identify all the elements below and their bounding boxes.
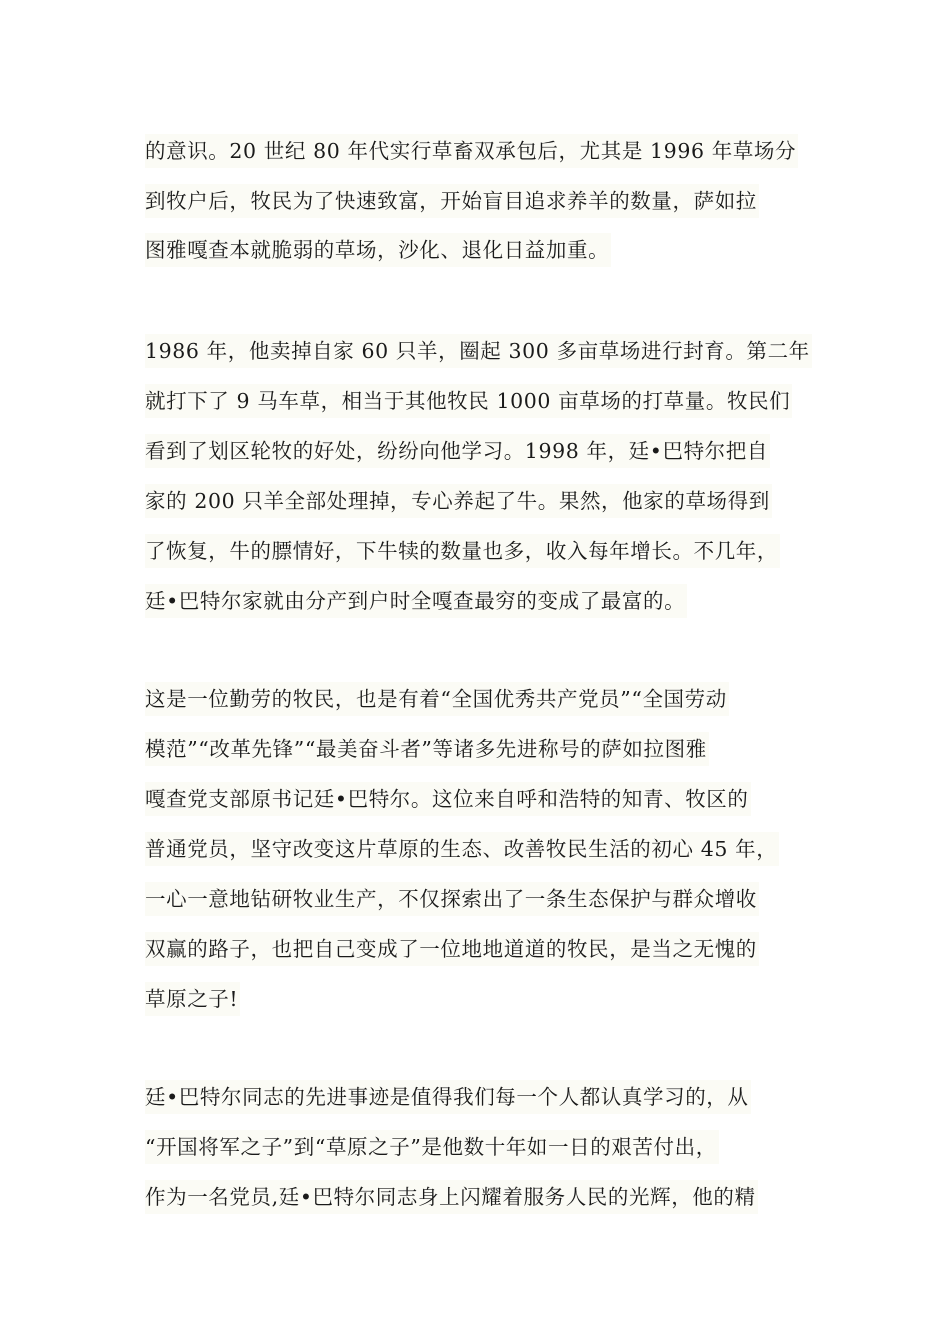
text-line: 图雅嘎查本就脆弱的草场，沙化、退化日益加重。 [145, 233, 611, 267]
text-line: 草原之子! [145, 982, 240, 1016]
text-line: 作为一名党员,廷•巴特尔同志身上闪耀着服务人民的光辉，他的精 [145, 1180, 758, 1214]
text-line: 家的 200 只羊全部处理掉，专心养起了牛。果然，他家的草场得到 [145, 484, 772, 518]
text-line: 双赢的路子，也把自己变成了一位地地道道的牧民，是当之无愧的 [145, 932, 759, 966]
text-line: 到牧户后，牧民为了快速致富，开始盲目追求养羊的数量，萨如拉 [145, 184, 759, 218]
text-line: 1986 年，他卖掉自家 60 只羊，圈起 300 多亩草场进行封育。第二年 [145, 334, 812, 368]
text-line: 模范”“改革先锋”“最美奋斗者”等诸多先进称号的萨如拉图雅 [145, 732, 709, 766]
text-line: 看到了划区轮牧的好处，纷纷向他学习。1998 年，廷•巴特尔把自 [145, 434, 770, 468]
text-line: 了恢复，牛的膘情好，下牛犊的数量也多，收入每年增长。不几年， [145, 534, 780, 568]
text-line: 廷•巴特尔同志的先进事迹是值得我们每一个人都认真学习的，从 [145, 1080, 751, 1114]
text-line: 普通党员，坚守改变这片草原的生态、改善牧民生活的初心 45 年， [145, 832, 779, 866]
text-line: 一心一意地钻研牧业生产，不仅探索出了一条生态保护与群众增收 [145, 882, 759, 916]
text-line: 就打下了 9 马车草，相当于其他牧民 1000 亩草场的打草量。牧民们 [145, 384, 792, 418]
text-line: 这是一位勤劳的牧民，也是有着“全国优秀共产党员”“全国劳动 [145, 682, 729, 716]
text-line: 的意识。20 世纪 80 年代实行草畜双承包后，尤其是 1996 年草场分 [145, 134, 798, 168]
text-line: 嘎查党支部原书记廷•巴特尔。这位来自呼和浩特的知青、牧区的 [145, 782, 751, 816]
text-line: “开国将军之子”到“草原之子”是他数十年如一日的艰苦付出， [145, 1130, 719, 1164]
text-line: 廷•巴特尔家就由分产到户时全嘎查最穷的变成了最富的。 [145, 584, 687, 618]
